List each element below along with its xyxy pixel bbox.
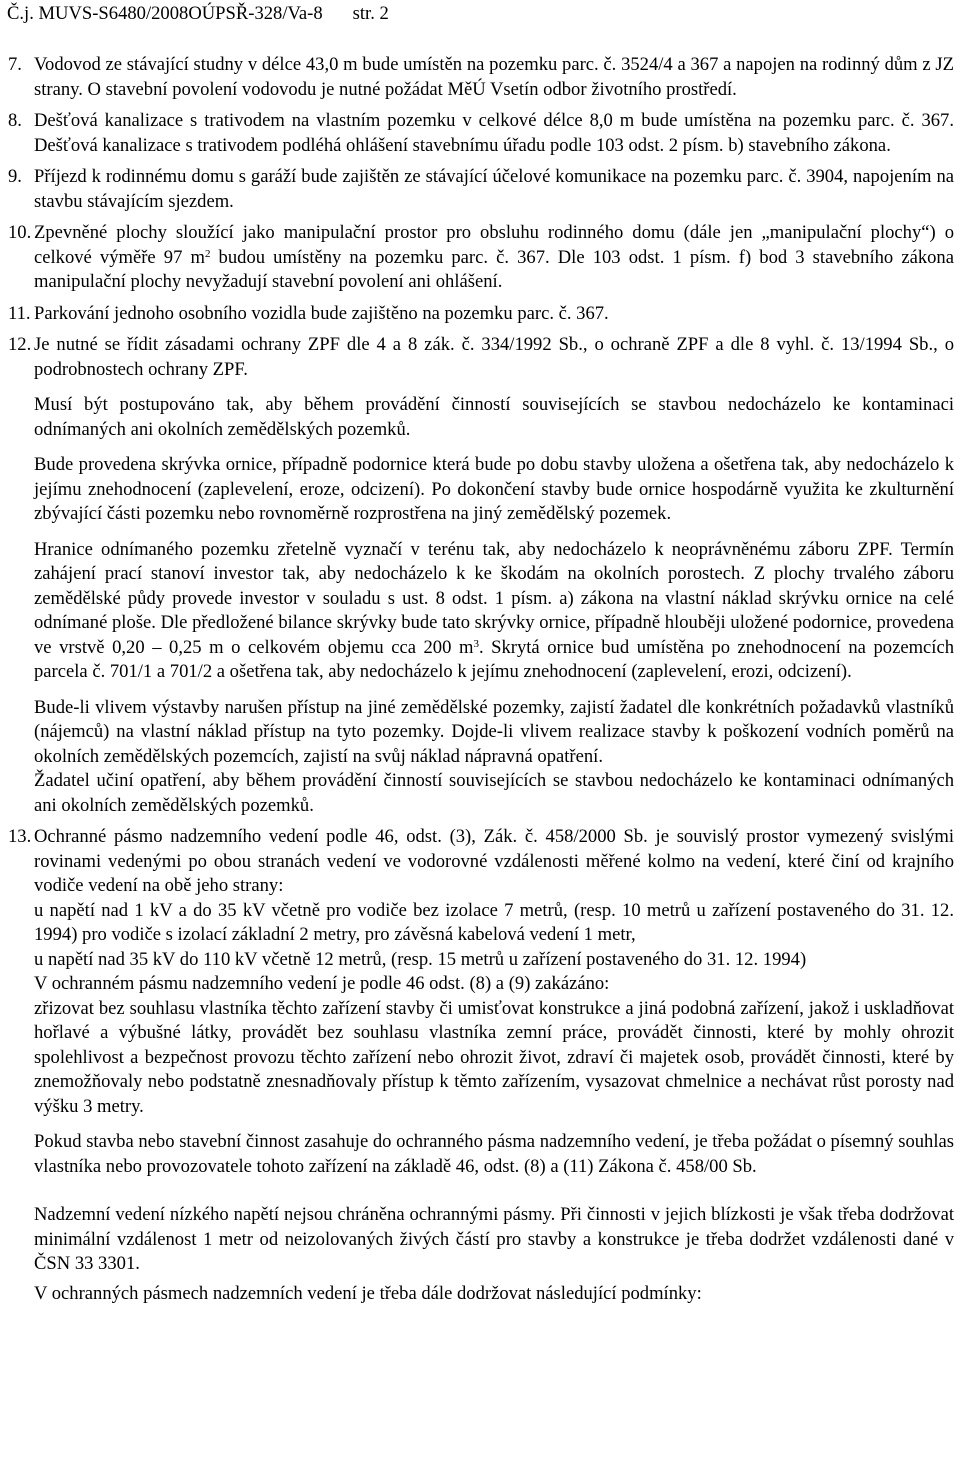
item-text: Příjezd k rodinnému domu s garáží bude zajištěn ze stávající účelové komunikace na pozemku parc. č. 3904, napojením na stavbu stávajícím sjezdem. [34, 166, 954, 212]
paragraph: Hranice odnímaného pozemku zřetelně vyznačí v terénu tak, aby nedocházelo k neoprávněnému záboru ZPF. Termín zahájení prací stanoví investor tak, aby nedocházelo k ke škodám na okolních porostech. Z plochy trvalého záboru zemědělské půdy provede investor v souladu s ust. 8 odst. 1 písm. a) zákona na vlastní náklad skrývku ornice na celé odnímané ploše. Dle předložené bilance skrývky bude tato skrývky ornice, případně hlouběji uložené podornice, provedena ve vrstvě 0,20 – 0,25 m o celkovém objemu cca 200 $m^3$. Skrytá ornice bud umístěna po znehodnocení na pozemcích parcela č. 701/1 a 701/2 a ošetřena tak, aby nedocházelo k jejímu znehodnocení (zaplevelení, erozi, odcizení). [34, 538, 955, 682]
list-item-9 [8, 165, 954, 214]
superscript: 2 [204, 247, 211, 260]
paragraph: V ochranném pásmu nadzemního vedení je podle 46 odst. (8) a (9) zakázáno: [34, 973, 610, 994]
page-number: str. 2 [352, 3, 389, 24]
list-item-12 [8, 333, 954, 382]
list-item-13 [8, 825, 954, 1306]
item-number: 11. [8, 302, 31, 324]
paragraph: V ochranných pásmech nadzemních vedení je třeba dále dodržovat následující podmínky: [34, 1282, 702, 1304]
item-number: 10. [8, 222, 32, 243]
page-header [7, 2, 389, 27]
item-text: Je nutné se řídit zásadami ochrany ZPF dle 4 a 8 zák. č. 334/1992 Sb., o ochraně ZPF a dle 8 vyhl. č. 13/1994 Sb., o podrobnostech ochrany ZPF. [34, 334, 954, 380]
item-text: Dešťová kanalizace s trativodem na vlastním pozemku v celkové délce 8,0 m bude umístěna na pozemku parc. č. 367. Dešťová kanalizace s trativodem podléhá ohlášení stavebnímu úřadu podle 103 odst. 2 písm. b) stavebního zákona. [34, 110, 954, 156]
paragraph: Musí být postupováno tak, aby během provádění činností souvisejících se stavbou nedocházelo ke kontaminaci odnímaných ani okolních zemědělských pozemků. [34, 394, 954, 440]
item-number: 9. [8, 166, 22, 187]
superscript: 3 [473, 637, 479, 650]
item-text: Parkování jednoho osobního vozidla bude zajištěno na pozemku parc. č. 367. [34, 302, 609, 324]
list-item-10 [8, 221, 954, 295]
paragraph: Bude provedena skrývka ornice, případně podornice která bude po dobu stavby uložena a ošetřena tak, aby nedocházelo k jejímu znehodnocení (zaplevelení, eroze, odcizení). Po dokončení stavby bude ornice hospodárně využita ke zkulturnění zbývající části pozemku nebo rovnoměrně rozprostřena na jiný zemědělský pozemek. [34, 454, 954, 524]
item-number: 7. [8, 54, 22, 75]
item-number: 12. [8, 334, 32, 355]
paragraph: u napětí nad 35 kV do 110 kV včetně 12 metrů, (resp. 15 metrů u zařízení postaveného do 31. 12. 1994) [34, 948, 807, 970]
document-body [8, 53, 954, 1306]
paragraph: zřizovat bez souhlasu vlastníka těchto zařízení stavby či umisťovat konstrukce a jiná podobná zařízení, jakož i uskladňovat hořlavé a výbušné látky, provádět bez souhlasu vlastníka zemní práce, provádět činnosti, které by mohly ohrozit spolehlivost a bezpečnost provozu těchto zařízení nebo ohrozit život, zdraví či majetek osob, provádět činnosti, které by znemožňovaly nebo podstatně znesnadňovaly přístup k těmto zařízením, vysazovat chmelnice a nechávat růst porosty nad výšku 3 metry. [34, 997, 954, 1117]
document-reference: Č.j. MUVS-S6480/2008OÚPSŘ-328/Va-8 [7, 3, 323, 24]
paragraph: Pokud stavba nebo stavební činnost zasahuje do ochranného pásma nadzemního vedení, je třeba požádat o písemný souhlas vlastníka nebo provozovatele tohoto zařízení na základě 46, odst. (8) a (11) Zákona č. 458/00 Sb. [34, 1131, 954, 1177]
list-item-8 [8, 109, 954, 158]
paragraph: Nadzemní vedení nízkého napětí nejsou chráněna ochrannými pásmy. Při činnosti v jejich blízkosti je však třeba dodržovat minimální vzdálenost 1 metr od neizolovaných živých částí pro stavby a konstrukce je třeba dodržet vzdálenosti dané v ČSN 33 3301. [34, 1204, 954, 1274]
item-text: Ochranné pásmo nadzemního vedení podle 46, odst. (3), Zák. č. 458/2000 Sb. je souvislý prostor vymezený svislými rovinami vedenými po obou stranách vedení ve vodorovné vzdálenosti měřené kolmo na vedení, které činí od krajního vodiče vedení na obě jeho strany: [34, 826, 954, 896]
item-text: Vodovod ze stávající studny v délce 43,0 m bude umístěn na pozemku parc. č. 3524/4 a 367 a napojen na rodinný dům z JZ strany. O stavební povolení vodovodu je nutné požádat MěÚ Vsetín odbor životního prostředí. [34, 54, 954, 100]
item-text: Zpevněné plochy sloužící jako manipulační prostor pro obsluhu rodinného domu (dále jen „manipulační plochy“) o celkové výměře 97 $m^2$ budou umístěny na pozemku parc. č. 367. Dle 103 odst. 1 písm. f) bod 3 stavebního zákona manipulační plochy nevyžadují stavební povolení ani ohlášení. [34, 222, 954, 292]
paragraph: u napětí nad 1 kV a do 35 kV včetně pro vodiče bez izolace 7 metrů, (resp. 10 metrů u zařízení postaveného do 31. 12. 1994) pro vodiče s izolací základní 2 metry, pro závěsná kabelová vedení 1 metr, [34, 899, 954, 945]
list-item-7 [8, 53, 954, 102]
list-item-11 [8, 302, 954, 327]
item-number: 8. [8, 110, 22, 131]
paragraph: Bude-li vlivem výstavby narušen přístup na jiné zemědělské pozemky, zajistí žadatel dle konkrétních požadavků vlastníků (nájemců) na vlastní náklad přístup na tyto pozemky. Dojde-li vlivem realizace stavby k poškození vodních poměrů na okolních zemědělských pozemcích, zajistí na svůj náklad nápravná opatření. [34, 696, 954, 767]
item-number: 13. [8, 826, 32, 847]
paragraph: Žadatel učiní opatření, aby během provádění činností souvisejících se stavbou nedocházelo ke kontaminaci odnímaných ani okolních zemědělských pozemků. [34, 770, 954, 816]
